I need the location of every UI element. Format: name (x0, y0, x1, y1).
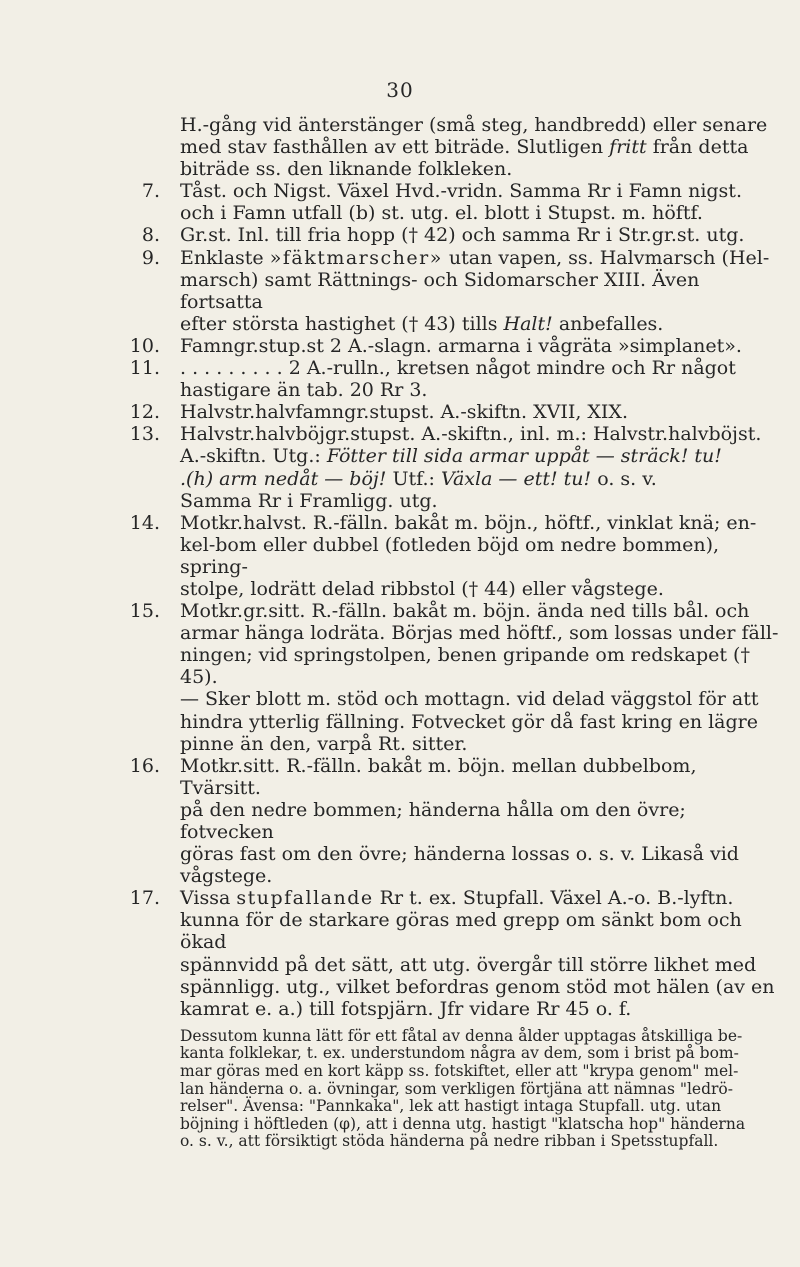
text-line: A.-skiftn. Utg.: Fötter till sida armar uppåt — sträck! tu! (180, 445, 722, 468)
item-number: 14. (129, 511, 160, 534)
item-number: 8. (141, 224, 160, 247)
text-line: pinne än den, varpå Rt. sitter. (180, 732, 468, 755)
exercise-item-12 (100, 401, 780, 423)
item-number: 13. (129, 423, 160, 446)
text-line: stolpe, lodrätt delad ribbstol († 44) eller vågstege. (180, 577, 664, 600)
exercise-item-9 (100, 247, 780, 335)
footnote-paragraph (100, 1028, 780, 1151)
item-number: 12. (129, 401, 160, 424)
exercise-item-16 (100, 755, 780, 888)
text-line: hastigare än tab. 20 Rr 3. (180, 379, 428, 402)
exercise-item-17 (100, 887, 780, 1020)
page-body (100, 114, 780, 1151)
text-line: .(h) arm nedåt — böj! Utf.: Växla — ett! tu! o. s. v. (180, 467, 657, 490)
text-line: — Sker blott m. stöd och mottagn. vid delad väggstol för att (180, 688, 759, 711)
text-line: Enklaste »fäktmarscher» utan vapen, ss. Halvmarsch (Hel- (180, 246, 770, 269)
exercise-item-15 (100, 600, 780, 755)
text-line: och i Famn utfall (b) st. utg. el. blott i Stupst. m. höftf. (180, 202, 703, 225)
text-line: böjning i höftleden (φ), att i denna utg. hastigt "klatscha hop" händerna (180, 1114, 746, 1133)
text-line: relser". Ävensa: "Pannkaka", lek att hastigt intaga Stupfall. utg. utan (180, 1097, 722, 1116)
text-line: Halvstr.halvfamngr.stupst. A.-skiftn. XVII, XIX. (180, 401, 629, 424)
text-line: Samma Rr i Framligg. utg. (180, 489, 438, 512)
exercise-item-11 (100, 357, 780, 401)
text-line: på den nedre bommen; händerna hålla om den övre; fotvecken (180, 798, 686, 843)
text-line: Vissa stupfallande Rr t. ex. Stupfall. Växel A.-o. B.-lyftn. (180, 887, 734, 910)
text-line: spännvidd på det sätt, att utg. övergår till större likhet med (180, 953, 757, 976)
item-number: 16. (129, 754, 160, 777)
text-line: hindra ytterlig fällning. Fotvecket gör då fast kring en lägre (180, 710, 758, 733)
text-line: marsch) samt Rättnings- och Sidomarscher XIII. Även fortsatta (180, 268, 700, 313)
text-line: med stav fasthållen av ett biträde. Slutligen fritt från detta (180, 136, 749, 159)
text-line: efter största hastighet († 43) tills Halt! anbefalles. (180, 312, 664, 335)
item-number: 7. (141, 180, 160, 203)
text-line: kunna för de starkare göras med grepp om sänkt bom och ökad (180, 909, 742, 954)
text-line: ningen; vid springstolpen, benen gripande om redskapet († 45). (180, 644, 750, 689)
exercise-item-10 (100, 335, 780, 357)
text-line: vågstege. (180, 865, 273, 888)
item-number: 11. (129, 357, 160, 380)
text-line: Motkr.halvst. R.-fälln. bakåt m. böjn., höftf., vinklat knä; en- (180, 511, 757, 534)
text-line: Dessutom kunna lätt för ett fåtal av denna ålder upptagas åtskilliga be- (180, 1026, 743, 1045)
item-number: 9. (141, 246, 160, 269)
text-line: armar hänga lodräta. Börjas med höftf., som lossas under fäll- (180, 622, 779, 645)
text-line: biträde ss. den liknande folkleken. (180, 158, 513, 181)
exercise-item-13 (100, 423, 780, 511)
exercise-item-8 (100, 224, 780, 246)
intro-paragraph (100, 114, 780, 180)
exercise-item-14 (100, 512, 780, 600)
page-number: 30 (386, 78, 414, 102)
text-line: spännligg. utg., vilket befordras genom stöd mot hälen (av en (180, 975, 775, 998)
text-line: kamrat e. a.) till fotspjärn. Jfr vidare Rr 45 o. f. (180, 997, 632, 1020)
text-line: . . . . . . . . . 2 A.-rulln., kretsen något mindre och Rr något (180, 357, 736, 380)
text-line: mar göras med en kort käpp ss. fotskiftet, eller att "krypa genom" mel- (180, 1062, 739, 1081)
text-line: o. s. v., att försiktigt stöda händerna på nedre ribban i Spetsstupfall. (180, 1132, 719, 1151)
exercise-item-7 (100, 180, 780, 224)
text-line: H.-gång vid änterstänger (små steg, handbredd) eller senare (180, 114, 768, 136)
text-line: kel-bom eller dubbel (fotleden böjd om nedre bommen), spring- (180, 533, 720, 578)
item-number: 17. (129, 887, 160, 910)
text-line: Gr.st. Inl. till fria hopp († 42) och samma Rr i Str.gr.st. utg. (180, 224, 745, 247)
text-line: Tåst. och Nigst. Växel Hvd.-vridn. Samma Rr i Famn nigst. (180, 180, 742, 203)
text-line: Famngr.stup.st 2 A.-slagn. armarna i vågräta »simplanet». (180, 334, 742, 357)
text-line: Motkr.gr.sitt. R.-fälln. bakåt m. böjn. ända ned tills bål. och (180, 600, 750, 623)
text-line: lan händerna o. a. övningar, som verkligen förtjäna att nämnas "ledrö- (180, 1079, 733, 1098)
text-line: Motkr.sitt. R.-fälln. bakåt m. böjn. mellan dubbelbom, Tvärsitt. (180, 754, 697, 799)
item-number: 10. (129, 334, 160, 357)
text-line: Halvstr.halvböjgr.stupst. A.-skiftn., inl. m.: Halvstr.halvböjst. (180, 423, 762, 446)
text-line: kanta folklekar, t. ex. understundom några av dem, som i brist på bom- (180, 1044, 739, 1063)
text-line: göras fast om den övre; händerna lossas o. s. v. Likaså vid (180, 843, 739, 866)
item-number: 15. (129, 600, 160, 623)
